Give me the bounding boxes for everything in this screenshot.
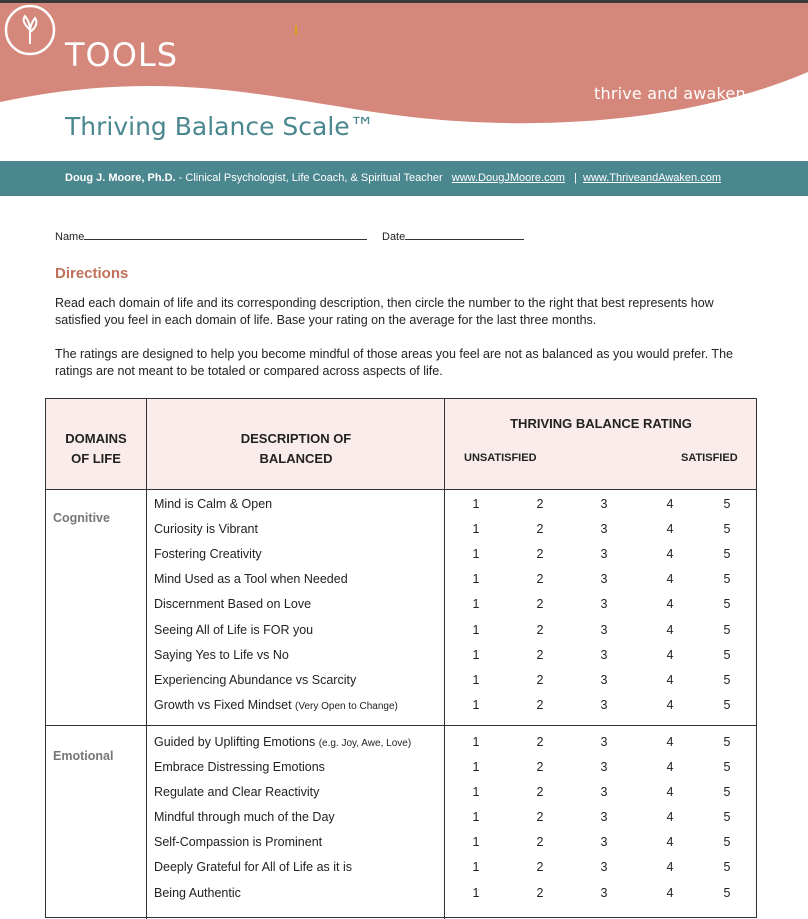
header-unsatisfied: UNSATISFIED — [464, 452, 537, 464]
directions-heading: Directions — [55, 265, 129, 282]
rating-option-2[interactable]: 2 — [536, 697, 544, 712]
description-text: Mind is Calm & Open — [154, 497, 273, 511]
date-field[interactable] — [382, 228, 524, 243]
domain-divider — [46, 725, 756, 726]
rating-option-4[interactable]: 4 — [666, 810, 674, 825]
rating-option-3[interactable]: 3 — [600, 835, 608, 850]
rating-option-1[interactable]: 1 — [472, 597, 480, 612]
description-text: Embrace Distressing Emotions — [154, 760, 325, 774]
rating-option-1[interactable]: 1 — [472, 885, 480, 900]
rating-option-2[interactable]: 2 — [536, 860, 544, 875]
rating-option-5[interactable]: 5 — [723, 810, 731, 825]
rating-option-1[interactable]: 1 — [472, 547, 480, 562]
page-title: Thriving Balance Scale™ — [65, 112, 375, 141]
table-row — [46, 698, 756, 723]
rating-option-3[interactable]: 3 — [600, 760, 608, 774]
rating-option-4[interactable]: 4 — [666, 860, 674, 875]
table-row — [46, 522, 756, 547]
rating-option-5[interactable]: 5 — [723, 572, 731, 587]
rating-option-5[interactable]: 5 — [723, 497, 731, 511]
description-text: Guided by Uplifting Emotions (e.g. Joy, Awe, Love) — [154, 734, 412, 749]
table-row — [46, 497, 756, 522]
directions-paragraph-2: The ratings are designed to help you become mindful of those areas you feel are not as balanced as you would prefer. The ratings are not meant to be totaled or compared across aspects of life. — [55, 347, 733, 378]
rating-option-5[interactable]: 5 — [723, 647, 731, 662]
table-row — [46, 673, 756, 698]
rating-option-4[interactable]: 4 — [666, 522, 674, 537]
rating-option-2[interactable]: 2 — [536, 497, 544, 511]
rating-option-2[interactable]: 2 — [536, 734, 544, 749]
rating-option-5[interactable]: 5 — [723, 697, 731, 712]
table-row — [46, 835, 756, 860]
header-rating: THRIVING BALANCE RATING — [510, 416, 692, 431]
rating-option-4[interactable]: 4 — [666, 572, 674, 587]
rating-option-3[interactable]: 3 — [600, 734, 608, 749]
description-text: Growth vs Fixed Mindset (Very Open to Change) — [154, 697, 398, 712]
rating-option-3[interactable]: 3 — [600, 497, 608, 511]
rating-option-1[interactable]: 1 — [472, 860, 480, 875]
rating-option-4[interactable]: 4 — [666, 647, 674, 662]
rating-option-4[interactable]: 4 — [666, 835, 674, 850]
rating-option-4[interactable]: 4 — [666, 497, 674, 511]
rating-option-5[interactable]: 5 — [723, 760, 731, 774]
rating-option-3[interactable]: 3 — [600, 810, 608, 825]
rating-option-4[interactable]: 4 — [666, 785, 674, 800]
rating-option-3[interactable]: 3 — [600, 672, 608, 687]
table-row — [46, 735, 756, 760]
rating-option-1[interactable]: 1 — [472, 497, 480, 511]
rating-option-3[interactable]: 3 — [600, 572, 608, 587]
rating-option-3[interactable]: 3 — [600, 885, 608, 900]
rating-option-1[interactable]: 1 — [472, 622, 480, 637]
brand-name: thrive and awaken — [594, 84, 746, 103]
rating-option-4[interactable]: 4 — [666, 597, 674, 612]
link-dougjmoore[interactable]: www.DougJMoore.com — [451, 172, 565, 184]
header-banner — [0, 0, 808, 160]
header-description: DESCRIPTION OF BALANCED — [240, 431, 352, 466]
table-row — [46, 810, 756, 835]
rating-table — [45, 398, 757, 918]
table-row — [46, 648, 756, 673]
date-line[interactable] — [405, 228, 524, 240]
rating-option-4[interactable]: 4 — [666, 734, 674, 749]
domain-label-emotional: Emotional — [53, 748, 114, 763]
rating-option-3[interactable]: 3 — [600, 785, 608, 800]
rating-option-4[interactable]: 4 — [666, 697, 674, 712]
table-row — [46, 597, 756, 622]
rating-option-3[interactable]: 3 — [600, 647, 608, 662]
link-thriveandawaken[interactable]: www.ThriveandAwaken.com — [583, 172, 721, 184]
rating-option-1[interactable]: 1 — [472, 785, 480, 800]
rating-option-3[interactable]: 3 — [600, 622, 608, 637]
directions-paragraph-1: Read each domain of life and its corresponding description, then circle the number to the right that best represents how satisfied you feel in each domain of life. Base your rating on the average for the last three months. — [55, 296, 714, 327]
rating-option-5[interactable]: 5 — [723, 522, 731, 537]
description-text: Mindful through much of the Day — [154, 810, 335, 825]
table-row — [46, 572, 756, 597]
rating-option-2[interactable]: 2 — [536, 672, 544, 687]
rating-option-1[interactable]: 1 — [472, 734, 480, 749]
rating-option-5[interactable]: 5 — [723, 860, 731, 875]
description-text: Experiencing Abundance vs Scarcity — [154, 672, 357, 687]
table-row — [46, 785, 756, 810]
rating-option-4[interactable]: 4 — [666, 547, 674, 562]
description-text: Mind Used as a Tool when Needed — [154, 572, 348, 587]
rating-option-2[interactable]: 2 — [536, 622, 544, 637]
rating-option-2[interactable]: 2 — [536, 522, 544, 537]
rating-option-3[interactable]: 3 — [600, 522, 608, 537]
rating-option-5[interactable]: 5 — [723, 597, 731, 612]
rating-option-3[interactable]: 3 — [600, 860, 608, 875]
table-row — [46, 623, 756, 648]
rating-option-2[interactable]: 2 — [536, 547, 544, 562]
rating-option-1[interactable]: 1 — [472, 835, 480, 850]
name-label: Name — [55, 231, 85, 243]
description-text: Saying Yes to Life vs No — [154, 647, 289, 662]
rating-option-5[interactable]: 5 — [723, 622, 731, 637]
rating-option-1[interactable]: 1 — [472, 760, 480, 774]
table-row — [46, 547, 756, 572]
rating-option-3[interactable]: 3 — [600, 547, 608, 562]
rating-option-1[interactable]: 1 — [472, 697, 480, 712]
rating-option-2[interactable]: 2 — [536, 597, 544, 612]
rating-option-5[interactable]: 5 — [723, 734, 731, 749]
description-text: Being Authentic — [154, 885, 241, 900]
name-field[interactable] — [55, 228, 367, 243]
rating-option-2[interactable]: 2 — [536, 785, 544, 800]
description-text: Regulate and Clear Reactivity — [154, 785, 320, 800]
rating-option-5[interactable]: 5 — [723, 835, 731, 850]
table-row — [46, 886, 756, 911]
rating-option-4[interactable]: 4 — [666, 885, 674, 900]
rating-option-2[interactable]: 2 — [536, 835, 544, 850]
author-role: - Clinical Psychologist, Life Coach, & Spiritual Teacher — [175, 172, 443, 184]
rating-option-5[interactable]: 5 — [723, 672, 731, 687]
description-text: Self-Compassion is Prominent — [154, 835, 323, 850]
thrive-and-awaken-logo-icon — [0, 0, 60, 60]
rating-option-4[interactable]: 4 — [666, 672, 674, 687]
description-text: Seeing All of Life is FOR you — [154, 622, 314, 637]
rating-option-3[interactable]: 3 — [600, 697, 608, 712]
rating-option-4[interactable]: 4 — [666, 760, 674, 774]
rating-option-5[interactable]: 5 — [723, 547, 731, 562]
link-separator: | — [574, 172, 577, 184]
date-label: Date — [382, 231, 406, 243]
rating-option-1[interactable]: 1 — [472, 522, 480, 537]
table-row — [46, 760, 756, 785]
rating-option-2[interactable]: 2 — [536, 760, 544, 774]
rating-option-5[interactable]: 5 — [723, 885, 731, 900]
rating-option-4[interactable]: 4 — [666, 622, 674, 637]
rating-option-1[interactable]: 1 — [472, 647, 480, 662]
rating-option-1[interactable]: 1 — [472, 810, 480, 825]
description-note: (Very Open to Change) — [295, 700, 398, 712]
rating-option-2[interactable]: 2 — [536, 810, 544, 825]
name-line[interactable] — [84, 228, 367, 240]
table-row — [46, 860, 756, 885]
rating-option-1[interactable]: 1 — [472, 572, 480, 587]
description-text: Deeply Grateful for All of Life as it is — [154, 860, 353, 875]
description-note: (e.g. Joy, Awe, Love) — [318, 737, 412, 749]
header-domains: DOMAINS OF LIFE — [65, 431, 127, 466]
description-text: Fostering Creativity — [154, 547, 262, 562]
domain-label-cognitive: Cognitive — [53, 511, 110, 525]
header-satisfied: SATISFIED — [681, 452, 738, 464]
rating-option-2[interactable]: 2 — [536, 647, 544, 662]
description-text: Discernment Based on Love — [154, 597, 312, 612]
author-name: Doug J. Moore, Ph.D. — [65, 172, 176, 184]
rating-option-1[interactable]: 1 — [472, 672, 480, 687]
author-bar — [0, 161, 808, 196]
description-text: Curiosity is Vibrant — [154, 522, 258, 537]
section-label: TOOLS — [65, 36, 179, 74]
rating-option-2[interactable]: 2 — [536, 885, 544, 900]
rating-option-3[interactable]: 3 — [600, 597, 608, 612]
rating-option-5[interactable]: 5 — [723, 785, 731, 800]
rating-option-2[interactable]: 2 — [536, 572, 544, 587]
